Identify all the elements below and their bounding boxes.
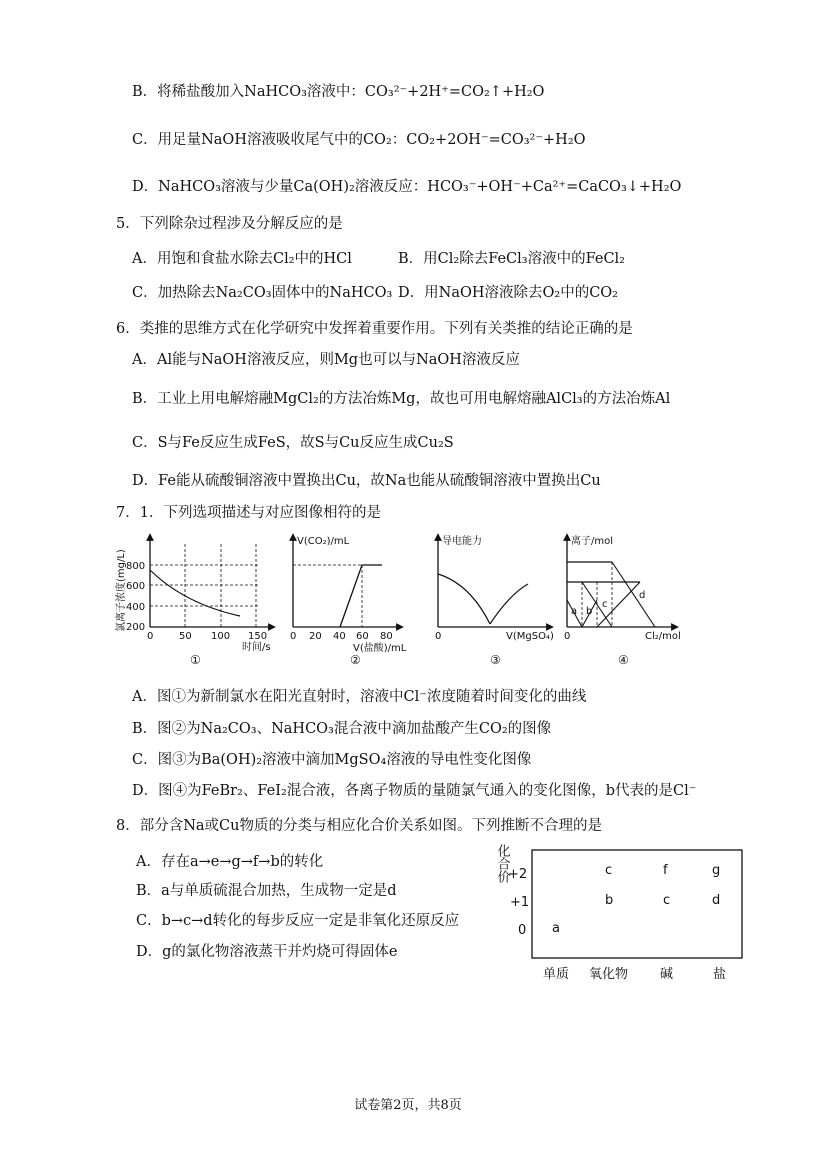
fig2-xlabel: V(盐酸)/mL	[353, 643, 407, 654]
fig4-xtick-0: 0	[564, 631, 571, 642]
q5-option-d: D．用NaOH溶液除去O₂中的CO₂	[398, 285, 618, 301]
q8-point-a: a	[552, 921, 560, 936]
fig3-number: ③	[490, 653, 501, 667]
q8-option-d: D．g的氯化物溶液蒸干并灼烧可得固体e	[136, 944, 398, 960]
q6-option-c: C．S与Fe反应生成FeS，故S与Cu反应生成Cu₂S	[132, 435, 454, 451]
q8-category-oxide: 氧化物	[589, 967, 629, 982]
q6-option-d: D．Fe能从硫酸铜溶液中置换出Cu，故Na也能从硫酸铜溶液中置换出Cu	[132, 473, 601, 489]
fig4-label-b: b	[586, 606, 593, 617]
fig1-xtick-50: 50	[179, 631, 192, 642]
q8-point-b: b	[605, 893, 614, 908]
q4-option-d: D．NaHCO₃溶液与少量Ca(OH)₂溶液反应：HCO₃⁻+OH⁻+Ca²⁺=CaCO₃↓+H₂O	[132, 179, 682, 195]
q8-option-b: B．a与单质硫混合加热，生成物一定是d	[136, 883, 397, 899]
fig3-chart	[435, 534, 554, 667]
fig4-number: ④	[618, 653, 629, 667]
q5-option-c: C．加热除去Na₂CO₃固体中的NaHCO₃	[132, 285, 393, 301]
fig4-ylabel: 离子/mol	[571, 536, 614, 547]
fig1-ylabel: 氯离子浓度(mg/L)	[116, 549, 127, 632]
q6-option-b: B．工业上用电解熔融MgCl₂的方法冶炼Mg，故也可用电解熔融AlCl₃的方法冶炼Al	[132, 391, 671, 407]
fig4-chart	[564, 534, 681, 667]
fig2-number: ②	[350, 653, 361, 667]
fig2-xtick-80: 80	[380, 631, 393, 642]
q8-stem: 8．部分含Na或Cu物质的分类与相应化合价关系如图。下列推断不合理的是	[116, 818, 602, 834]
fig4-xlabel: Cl₂/mol	[645, 631, 681, 642]
q8-category-base: 碱	[660, 967, 674, 982]
q7-option-b: B．图②为Na₂CO₃、NaHCO₃混合液中滴加盐酸产生CO₂的图像	[132, 721, 552, 737]
q8-point-c-plus1: c	[663, 893, 671, 908]
q4-option-b: B．将稀盐酸加入NaHCO₃溶液中：CO₃²⁻+2H⁺=CO₂↑+H₂O	[132, 84, 545, 100]
q8-option-c: C．b→c→d转化的每步反应一定是非氧化还原反应	[136, 913, 460, 929]
q7-option-a: A．图①为新制氯水在阳光直射时，溶液中Cl⁻浓度随着时间变化的曲线	[132, 689, 587, 705]
q7-option-c: C．图③为Ba(OH)₂溶液中滴加MgSO₄溶液的导电性变化图像	[132, 752, 532, 768]
q7-option-d: D．图④为FeBr₂、FeI₂混合液，各离子物质的量随氯气通入的变化图像，b代表的是Cl⁻	[132, 783, 697, 799]
q5-option-b: B．用Cl₂除去FeCl₃溶液中的FeCl₂	[398, 251, 625, 267]
q8-ytick-0: 0	[518, 923, 527, 938]
q8-ytick-plus2: +2	[508, 867, 528, 882]
fig4-label-c: c	[602, 599, 608, 610]
fig2-xtick-20: 20	[309, 631, 322, 642]
fig3-xtick-0: 0	[435, 631, 442, 642]
fig1-xtick-150: 150	[248, 631, 268, 642]
q8-category-salt: 盐	[713, 967, 727, 982]
fig1-xtick-100: 100	[211, 631, 231, 642]
fig1-ytick-800: 800	[126, 561, 146, 572]
q7-figures	[110, 532, 700, 672]
page-footer: 试卷第2页，共8页	[354, 1098, 462, 1113]
fig1-ytick-600: 600	[126, 581, 146, 592]
fig2-xtick-60: 60	[356, 631, 369, 642]
q8-chart	[488, 838, 758, 988]
fig4-label-a: a	[571, 606, 578, 617]
q8-point-c-plus2: c	[605, 863, 613, 878]
q5-option-a: A．用饱和食盐水除去Cl₂中的HCl	[132, 251, 352, 267]
q8-ylabel: 化合价	[494, 844, 510, 883]
q7-stem: 7．1．下列选项描述与对应图像相符的是	[116, 505, 381, 521]
q4-option-c: C．用足量NaOH溶液吸收尾气中的CO₂：CO₂+2OH⁻=CO₃²⁻+H₂O	[132, 132, 586, 148]
fig2-xtick-40: 40	[333, 631, 346, 642]
fig2-ylabel: V(CO₂)/mL	[297, 536, 350, 547]
fig1-chart	[114, 537, 272, 667]
q8-category-element: 单质	[543, 967, 570, 982]
q8-point-f: f	[663, 863, 668, 878]
q8-ytick-plus1: +1	[510, 895, 530, 910]
q8-point-d: d	[712, 893, 721, 908]
fig2-chart	[290, 536, 407, 667]
q8-option-a: A．存在a→e→g→f→b的转化	[136, 854, 324, 870]
fig1-xlabel: 时间/s	[242, 642, 271, 653]
q8-point-g: g	[712, 863, 721, 878]
q5-stem: 5．下列除杂过程涉及分解反应的是	[116, 216, 343, 232]
fig3-ylabel: 导电能力	[442, 536, 482, 547]
fig1-xtick-0: 0	[147, 631, 154, 642]
fig4-label-d: d	[639, 590, 646, 601]
fig1-number: ①	[190, 653, 201, 667]
q6-stem: 6．类推的思维方式在化学研究中发挥着重要作用。下列有关类推的结论正确的是	[116, 321, 633, 337]
fig1-ytick-400: 400	[126, 602, 146, 613]
fig2-xtick-0: 0	[290, 631, 297, 642]
q6-option-a: A．Al能与NaOH溶液反应，则Mg也可以与NaOH溶液反应	[132, 352, 520, 368]
fig3-xlabel: V(MgSO₄)	[506, 631, 554, 642]
fig1-ytick-200: 200	[126, 622, 146, 633]
